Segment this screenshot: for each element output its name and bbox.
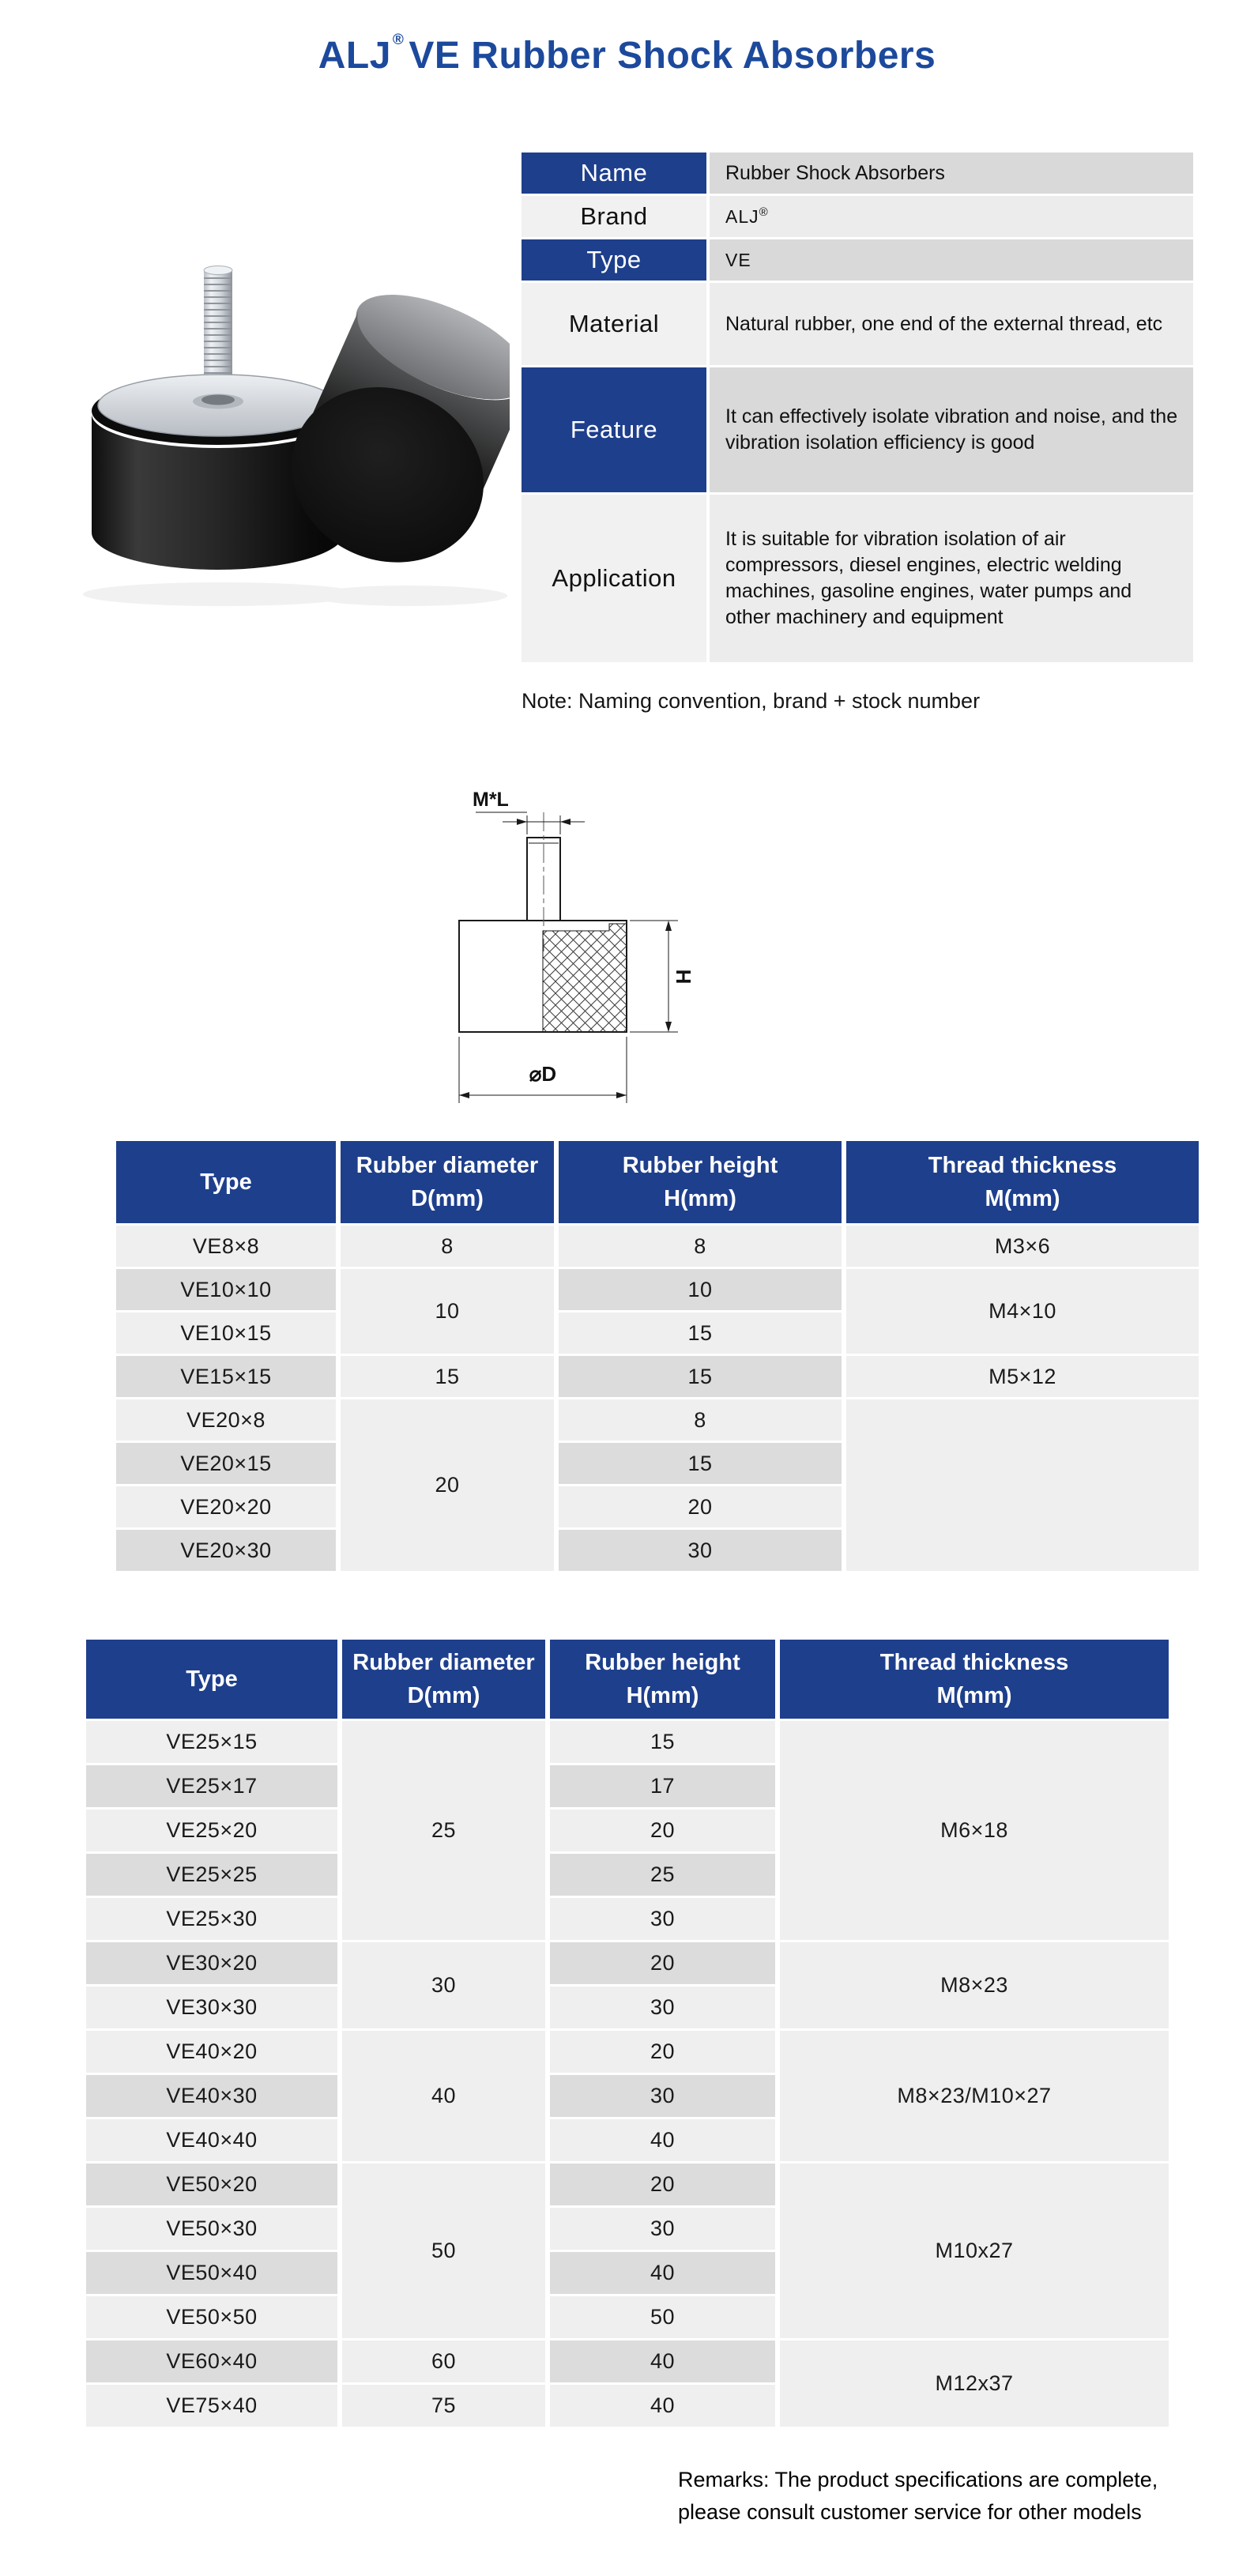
type-cell: VE20×8 <box>116 1399 336 1441</box>
diameter-cell: 20 <box>341 1399 554 1571</box>
height-cell: 15 <box>559 1443 842 1484</box>
spec-value-type <box>710 239 1193 281</box>
type-cell: VE20×30 <box>116 1530 336 1571</box>
spec-row-type <box>522 239 1193 281</box>
spec-label-type: Type <box>522 239 706 281</box>
height-cell: 15 <box>559 1312 842 1354</box>
spec-table <box>518 150 1196 665</box>
type-cell: VE15×15 <box>116 1356 336 1397</box>
type-cell: VE25×17 <box>86 1765 337 1807</box>
height-cell: 30 <box>550 2208 775 2250</box>
type-cell: VE50×50 <box>86 2296 337 2338</box>
size-row <box>86 2164 1169 2205</box>
type-cell: VE50×20 <box>86 2164 337 2205</box>
registered-trademark-icon: ® <box>759 205 768 219</box>
header-line: Thread thickness <box>879 1649 1069 1675</box>
column-header-type <box>116 1141 336 1223</box>
header-row <box>116 1141 1199 1223</box>
header-line: Rubber diameter <box>352 1649 535 1675</box>
height-cell: 20 <box>550 2031 775 2073</box>
spec-label-brand: Brand <box>522 196 706 237</box>
type-value: VE <box>725 249 751 270</box>
diameter-cell: 25 <box>342 1721 545 1940</box>
thread-cell <box>846 1399 1199 1571</box>
title-brand: ALJ <box>318 35 391 77</box>
height-cell: 15 <box>550 1721 775 1763</box>
header-line: M(mm) <box>985 1186 1060 1211</box>
type-cell: VE10×15 <box>116 1312 336 1354</box>
remarks-line2: please consult customer service for other models <box>678 2499 1142 2524</box>
spec-value-application: It is suitable for vibration isolation of air compressors, diesel engines, electric welding machines, gasoline engines, water pumps and other machinery and equipment <box>710 495 1193 662</box>
header-line: D(mm) <box>411 1186 484 1211</box>
product-photo <box>43 254 510 634</box>
header-line: M(mm) <box>936 1683 1012 1708</box>
header-line: Rubber diameter <box>356 1152 539 1178</box>
thread-cell: M3×6 <box>846 1226 1199 1267</box>
spec-value-name: Rubber Shock Absorbers <box>710 153 1193 194</box>
diameter-cell: 40 <box>342 2031 545 2161</box>
column-header-type <box>86 1640 337 1719</box>
size-table-large <box>81 1637 1173 2429</box>
height-cell: 40 <box>550 2385 775 2427</box>
type-cell: VE50×40 <box>86 2252 337 2294</box>
height-cell: 40 <box>550 2341 775 2382</box>
column-header-diameter <box>341 1141 554 1223</box>
remarks <box>678 2464 1239 2528</box>
size-row <box>86 1942 1169 1984</box>
diameter-cell: 8 <box>341 1226 554 1267</box>
header-line: H(mm) <box>626 1683 699 1708</box>
spec-label-application: Application <box>522 495 706 662</box>
height-cell: 20 <box>550 2164 775 2205</box>
height-cell: 25 <box>550 1854 775 1896</box>
spec-row-application <box>522 495 1193 662</box>
type-cell: VE30×30 <box>86 1987 337 2028</box>
height-cell: 10 <box>559 1269 842 1310</box>
thread-cell: M10x27 <box>780 2164 1169 2338</box>
height-cell: 8 <box>559 1226 842 1267</box>
header-line: Rubber height <box>622 1152 778 1178</box>
height-cell: 30 <box>559 1530 842 1571</box>
header-line: D(mm) <box>407 1683 480 1708</box>
thread-cell: M6×18 <box>780 1721 1169 1940</box>
header-line: Type <box>186 1666 238 1692</box>
height-cell: 20 <box>550 1942 775 1984</box>
shadow <box>310 586 507 606</box>
thread-cell: M8×23/M10×27 <box>780 2031 1169 2161</box>
height-cell: 30 <box>550 1987 775 2028</box>
column-header-height <box>550 1640 775 1719</box>
height-cell: 17 <box>550 1765 775 1807</box>
height-cell: 8 <box>559 1399 842 1441</box>
size-row <box>116 1269 1199 1310</box>
spec-row-feature <box>522 367 1193 492</box>
header-line: H(mm) <box>664 1186 736 1211</box>
header-line: Thread thickness <box>928 1152 1117 1178</box>
size-table-small <box>111 1139 1203 1573</box>
diameter-cell: 15 <box>341 1356 554 1397</box>
type-cell: VE20×15 <box>116 1443 336 1484</box>
type-cell: VE20×20 <box>116 1486 336 1527</box>
spec-row-brand <box>522 196 1193 237</box>
thread-cell: M5×12 <box>846 1356 1199 1397</box>
diameter-cell: 60 <box>342 2341 545 2382</box>
diameter-cell: 75 <box>342 2385 545 2427</box>
naming-note: Note: Naming convention, brand + stock number <box>522 689 981 713</box>
height-cell: 40 <box>550 2252 775 2294</box>
spec-label-name: Name <box>522 153 706 194</box>
type-cell: VE25×20 <box>86 1810 337 1851</box>
spec-value-feature: It can effectively isolate vibration and noise, and the vibration isolation efficiency is good <box>710 367 1193 492</box>
type-cell: VE40×40 <box>86 2119 337 2161</box>
registered-trademark-icon: ® <box>392 32 405 48</box>
size-row <box>116 1356 1199 1397</box>
diameter-cell: 50 <box>342 2164 545 2338</box>
type-cell: VE25×30 <box>86 1898 337 1940</box>
dim-label-ml: M*L <box>473 789 509 811</box>
page-title <box>0 32 1254 77</box>
spec-label-material: Material <box>522 283 706 365</box>
type-cell: VE50×30 <box>86 2208 337 2250</box>
spec-label-feature: Feature <box>522 367 706 492</box>
spec-value-material: Natural rubber, one end of the external thread, etc <box>710 283 1193 365</box>
column-header-height <box>559 1141 842 1223</box>
type-cell: VE75×40 <box>86 2385 337 2427</box>
bumper-upright <box>92 266 345 571</box>
header-line: Rubber height <box>585 1649 740 1675</box>
height-cell: 20 <box>550 1810 775 1851</box>
type-cell: VE25×25 <box>86 1854 337 1896</box>
diameter-cell: 10 <box>341 1269 554 1354</box>
dim-h <box>630 921 678 1032</box>
type-cell: VE40×30 <box>86 2075 337 2117</box>
type-cell: VE60×40 <box>86 2341 337 2382</box>
column-header-thread <box>780 1640 1169 1719</box>
size-row <box>116 1226 1199 1267</box>
remarks-line1: Remarks: The product specifications are complete, <box>678 2468 1158 2491</box>
size-row <box>86 2031 1169 2073</box>
rubber-hatch <box>543 924 627 1032</box>
thread-cell: M12x37 <box>780 2341 1169 2427</box>
title-text: VE Rubber Shock Absorbers <box>409 35 936 77</box>
dim-label-d: ⌀D <box>529 1062 557 1086</box>
thread-cell: M8×23 <box>780 1942 1169 2028</box>
column-header-thread <box>846 1141 1199 1223</box>
header-line: Type <box>200 1169 252 1195</box>
size-row <box>116 1399 1199 1441</box>
height-cell: 15 <box>559 1356 842 1397</box>
spec-row-name <box>522 153 1193 194</box>
type-cell: VE30×20 <box>86 1942 337 1984</box>
height-cell: 30 <box>550 2075 775 2117</box>
type-cell: VE8×8 <box>116 1226 336 1267</box>
height-cell: 30 <box>550 1898 775 1940</box>
type-cell: VE40×20 <box>86 2031 337 2073</box>
size-row <box>86 1721 1169 1763</box>
column-header-diameter <box>342 1640 545 1719</box>
dim-label-h: H <box>672 969 695 985</box>
height-cell: 50 <box>550 2296 775 2338</box>
header-row <box>86 1640 1169 1719</box>
brand-value: ALJ <box>725 205 759 227</box>
height-cell: 20 <box>559 1486 842 1527</box>
type-cell: VE25×15 <box>86 1721 337 1763</box>
thread-cell: M4×10 <box>846 1269 1199 1354</box>
spec-row-material <box>522 283 1193 365</box>
size-row <box>86 2341 1169 2382</box>
height-cell: 40 <box>550 2119 775 2161</box>
type-cell: VE10×10 <box>116 1269 336 1310</box>
spec-value-brand <box>710 196 1193 237</box>
diameter-cell: 30 <box>342 1942 545 2028</box>
technical-drawing <box>425 768 852 1124</box>
